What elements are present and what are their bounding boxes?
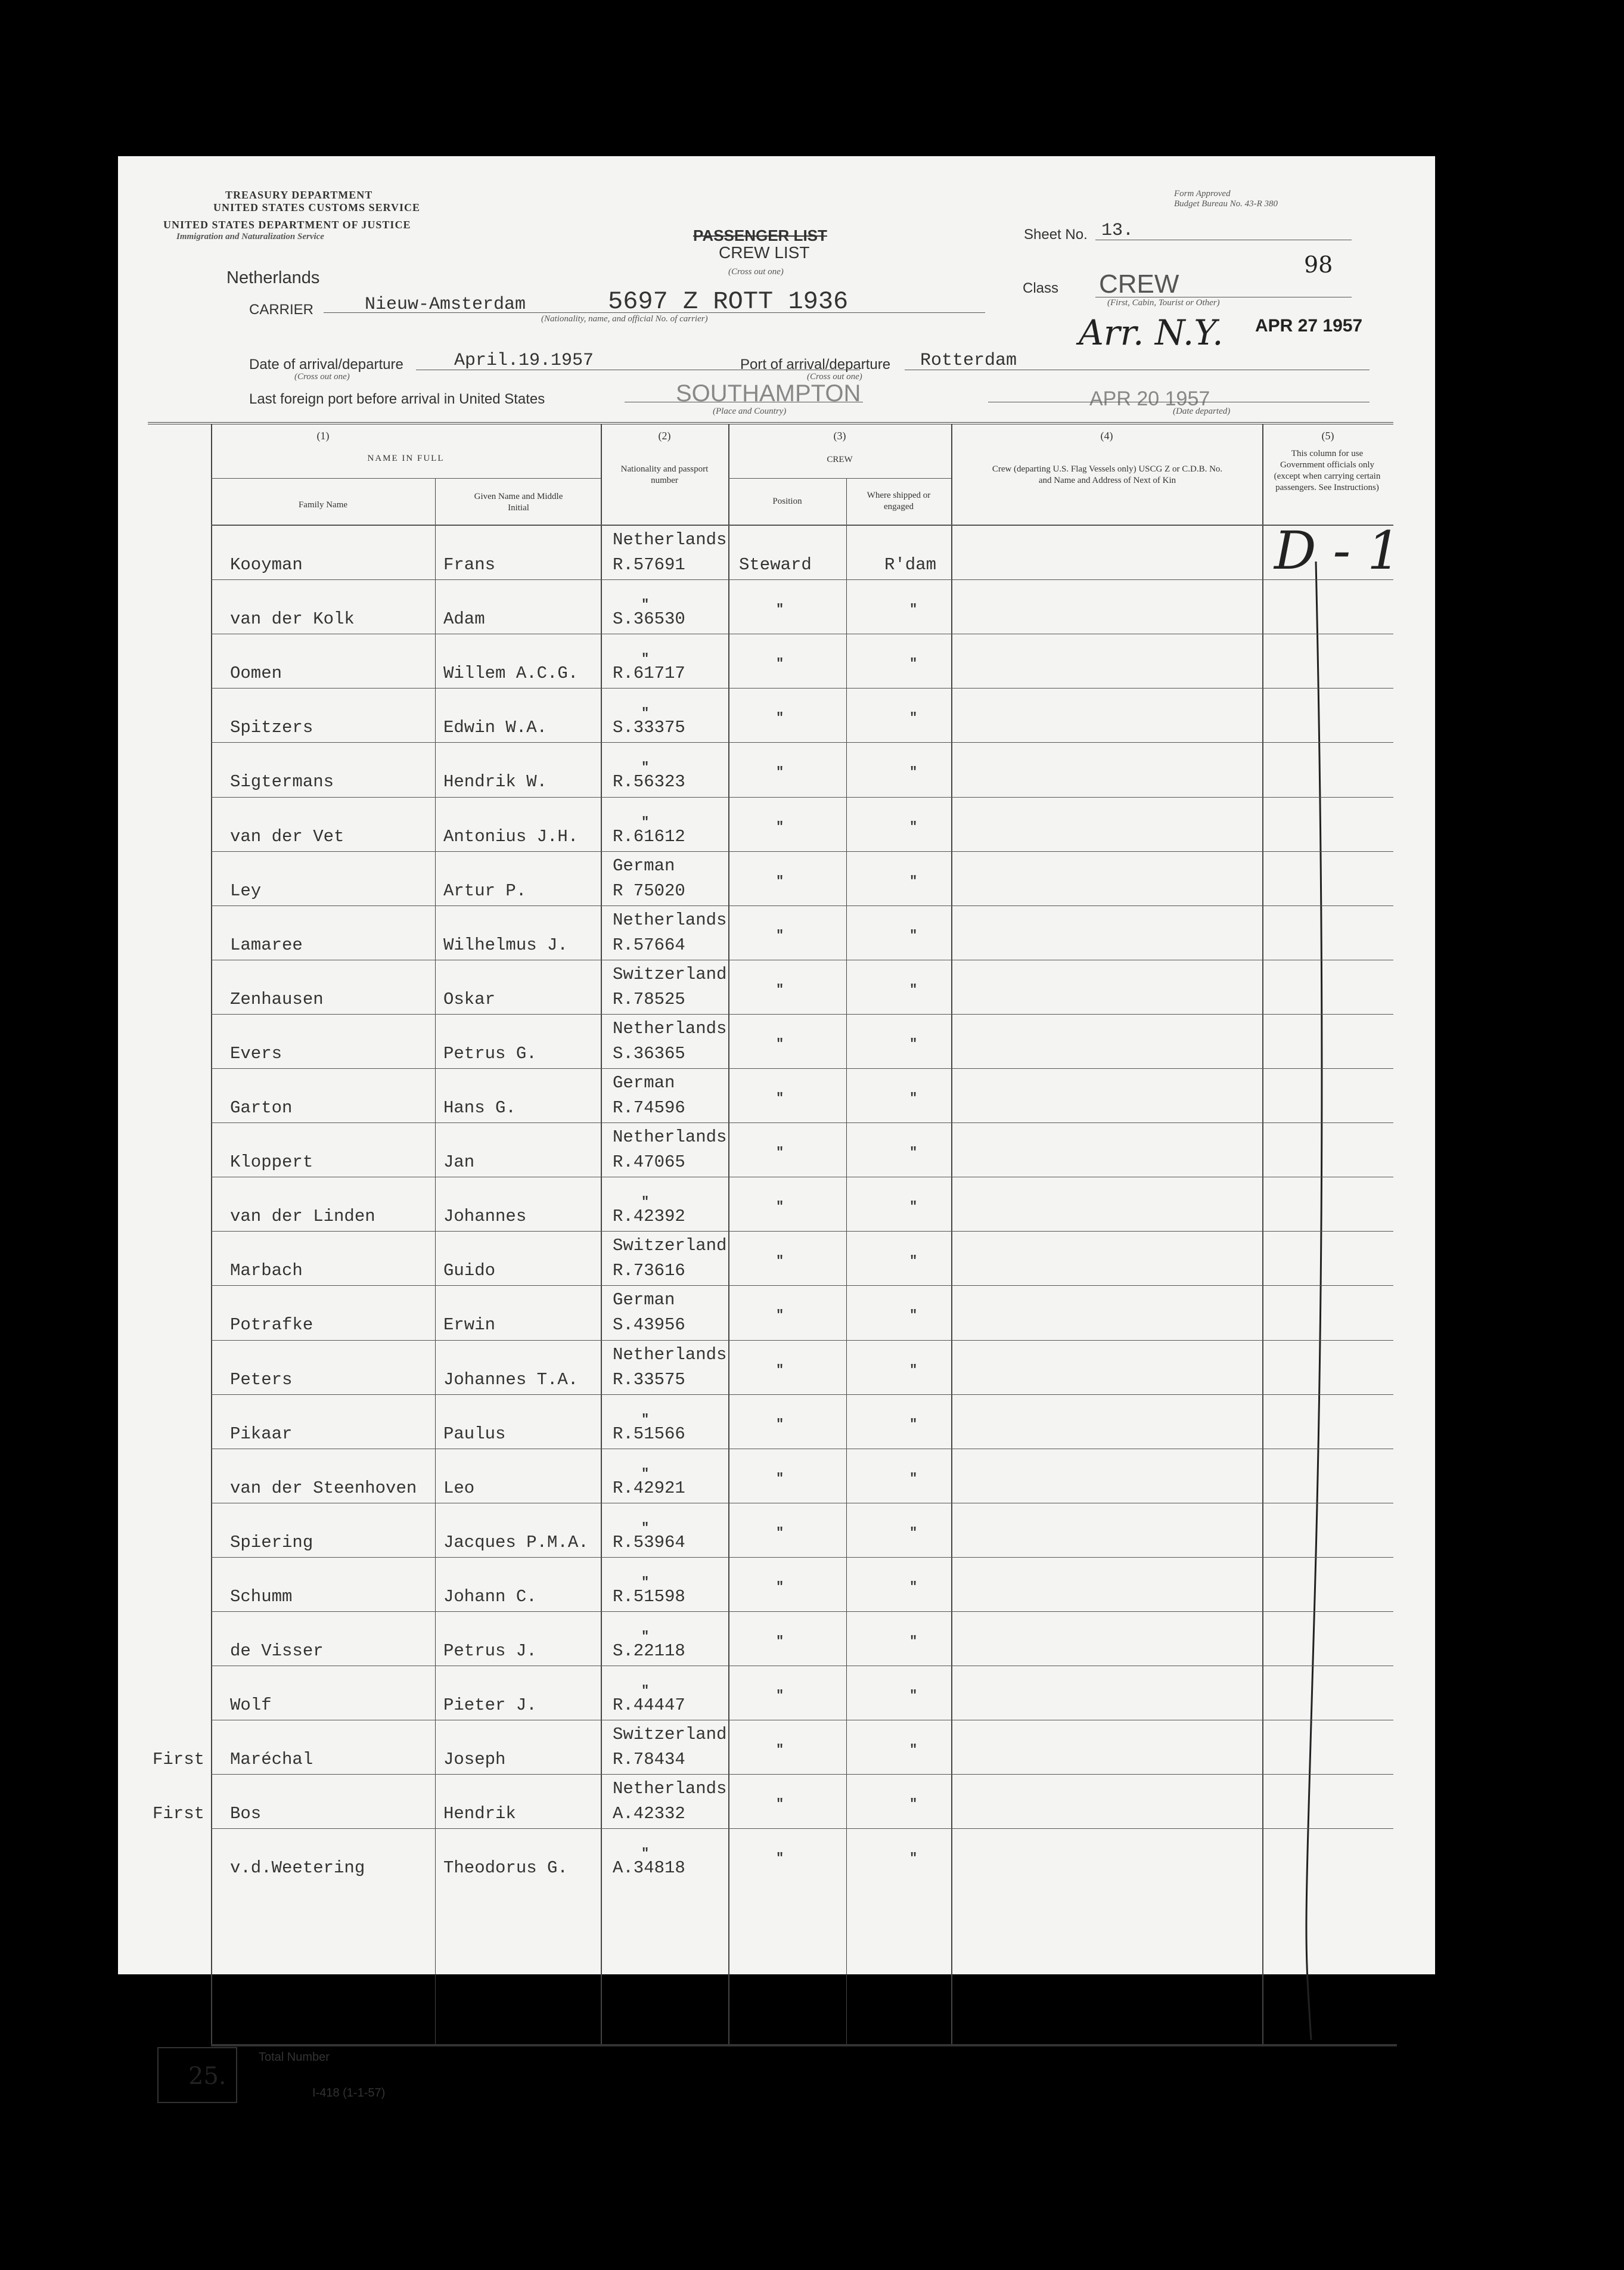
last-port-caption: (Place and Country) [713, 407, 787, 416]
table-row [211, 525, 1262, 579]
carrier-label: CARRIER [249, 302, 314, 318]
col5-number: (5) [1321, 430, 1334, 442]
class-label: Class [1023, 280, 1059, 296]
dept-line: Immigration and Naturalization Service [176, 232, 324, 241]
nationality-ditto: " [641, 814, 650, 830]
given-name: Frans [443, 555, 496, 575]
given-name: Erwin [443, 1315, 496, 1335]
table-row [211, 1720, 1262, 1774]
family-name: Lamaree [230, 935, 303, 955]
nationality-ditto: " [641, 652, 650, 667]
given-name: Theodorus G. [443, 1858, 568, 1878]
nationality: Switzerland [613, 1725, 727, 1745]
nationality-ditto: " [641, 1846, 650, 1862]
position-ditto: " [776, 602, 784, 618]
position-ditto: " [776, 1634, 784, 1649]
family-name: Maréchal [230, 1750, 313, 1770]
position-ditto: " [776, 711, 784, 726]
position-ditto: " [776, 1851, 784, 1866]
nationality-ditto: " [641, 1574, 650, 1590]
given-name: Johannes T.A. [443, 1369, 579, 1390]
position-ditto: " [776, 1036, 784, 1052]
form-number: I-418 (1-1-57) [312, 2086, 386, 2100]
position-ditto: " [776, 1579, 784, 1595]
carrier-value: Nieuw-Amsterdam [365, 294, 526, 315]
nationality-ditto: " [641, 1412, 650, 1427]
passport-number: R.74596 [613, 1098, 685, 1118]
col3-number: (3) [833, 430, 846, 442]
table-row [211, 742, 1262, 796]
family-name: Garton [230, 1098, 293, 1118]
position-ditto: " [776, 1471, 784, 1486]
table-row [211, 1285, 1262, 1339]
where-ditto: " [909, 1471, 918, 1486]
family-name: v.d.Weetering [230, 1858, 365, 1878]
nationality: Netherlands [613, 1018, 727, 1038]
where-ditto: " [909, 765, 918, 780]
last-port-stamp: SOUTHAMPTON [676, 380, 861, 407]
where-ditto: " [909, 602, 918, 618]
family-name: Kloppert [230, 1152, 313, 1173]
dept-line: TREASURY DEPARTMENT [225, 189, 373, 201]
col4-title: Crew (departing U.S. Flag Vessels only) USCG Z or C.D.B. No. and Name and Address of Next of Kin [992, 464, 1223, 485]
nationality-ditto: " [641, 1629, 650, 1644]
family-name: Peters [230, 1369, 293, 1390]
given-name: Jan [443, 1152, 475, 1173]
family-name: van der Linden [230, 1207, 375, 1227]
nationality-ditto: " [641, 597, 650, 613]
family-name: Spitzers [230, 718, 313, 738]
nationality: Netherlands [613, 1344, 727, 1365]
position-ditto: " [776, 1199, 784, 1215]
date-value: April.19.1957 [454, 351, 594, 371]
where-ditto: " [909, 819, 918, 835]
passport-number: R.78525 [613, 989, 685, 1009]
table-row [211, 1503, 1262, 1557]
passport-number: R.57664 [613, 935, 685, 955]
nationality: Switzerland [613, 1236, 727, 1256]
nationality-ditto: " [641, 1466, 650, 1481]
given-name: Petrus J. [443, 1641, 537, 1661]
where-ditto: " [909, 1416, 918, 1432]
given-name: Paulus [443, 1424, 506, 1444]
position-ditto: " [776, 1688, 784, 1704]
nationality-ditto: " [641, 760, 650, 776]
given-name: Antonius J.H. [443, 826, 579, 846]
position-ditto: " [776, 873, 784, 889]
given-name: Pieter J. [443, 1695, 537, 1716]
position-ditto: " [776, 656, 784, 672]
nationality-ditto: " [641, 1195, 650, 1210]
passport-number: R.42392 [613, 1207, 685, 1227]
given-name: Jacques P.M.A. [443, 1532, 589, 1552]
where-ditto: " [909, 1145, 918, 1161]
table-row [211, 579, 1262, 634]
passport-number: R.56323 [613, 772, 685, 792]
passport-number: R.61612 [613, 826, 685, 846]
cross-out-note: (Cross out one) [294, 372, 350, 382]
where-ditto: " [909, 1688, 918, 1704]
dept-line: UNITED STATES CUSTOMS SERVICE [213, 201, 420, 213]
where-ditto: " [909, 1199, 918, 1215]
table-row [211, 1666, 1262, 1720]
position-ditto: " [776, 765, 784, 780]
list-title: CREW LIST [719, 243, 810, 262]
given-name: Petrus G. [443, 1043, 537, 1063]
family-name: de Visser [230, 1641, 324, 1661]
total-value: 25. [188, 2063, 226, 2090]
form-approved: Form Approved [1174, 189, 1231, 199]
given-name: Willem A.C.G. [443, 663, 579, 684]
table-row [211, 1828, 1262, 1883]
table-row [211, 1068, 1262, 1122]
col2-title: Nationality and passport number [620, 464, 709, 485]
passenger-list-struck: PASSENGER LIST [693, 227, 827, 244]
date-label: Date of arrival/departure [249, 356, 403, 373]
rank-prefix: First [153, 1804, 205, 1824]
position-ditto: " [776, 1308, 784, 1323]
col1-title: NAME IN FULL [367, 454, 445, 463]
position-ditto: " [776, 1416, 784, 1432]
where-ditto: " [909, 1851, 918, 1866]
given-name-header: Given Name and Middle Initial [474, 492, 563, 513]
nationality-ditto: " [641, 706, 650, 721]
position-ditto: " [776, 1091, 784, 1106]
nationality: Netherlands [613, 1127, 727, 1148]
family-name: Ley [230, 880, 262, 901]
class-caption: (First, Cabin, Tourist or Other) [1107, 298, 1220, 308]
passport-number: A.42332 [613, 1804, 685, 1824]
dept-line: UNITED STATES DEPARTMENT OF JUSTICE [163, 219, 411, 231]
col4-number: (4) [1100, 430, 1113, 442]
position-ditto: " [776, 819, 784, 835]
given-name: Adam [443, 609, 485, 629]
given-name: Johann C. [443, 1586, 537, 1607]
table-row [211, 634, 1262, 688]
last-port-label: Last foreign port before arrival in United States [249, 391, 545, 407]
passport-number: R 75020 [613, 880, 685, 901]
passport-number: A.34818 [613, 1858, 685, 1878]
family-name: van der Steenhoven [230, 1478, 417, 1498]
rank-prefix: First [153, 1750, 205, 1770]
given-name: Guido [443, 1261, 496, 1281]
where-ditto: " [909, 1254, 918, 1269]
sheet-label: Sheet No. [1024, 227, 1088, 243]
family-name: Oomen [230, 663, 282, 684]
position-ditto: " [776, 982, 784, 997]
where-ditto: " [909, 656, 918, 672]
given-name: Oskar [443, 989, 496, 1009]
family-name: Potrafke [230, 1315, 313, 1335]
family-name: Kooyman [230, 555, 303, 575]
where-ditto: " [909, 1036, 918, 1052]
nationality: Netherlands [613, 1779, 727, 1799]
given-name: Artur P. [443, 880, 527, 901]
table-top-border [148, 422, 1393, 424]
passport-number: S.33375 [613, 718, 685, 738]
where-ditto: " [909, 1091, 918, 1106]
arrival-handwritten: Arr. N.Y. [1079, 312, 1224, 353]
table-row [211, 1611, 1262, 1666]
position-ditto: " [776, 928, 784, 943]
carrier-caption: (Nationality, name, and official No. of carrier) [541, 314, 708, 324]
passport-number: R.44447 [613, 1695, 685, 1716]
passport-number: S.36365 [613, 1043, 685, 1063]
col5-title: This column for use Government officials only (except when carrying certain passengers. See Instructions) [1274, 449, 1381, 492]
where-ditto: " [909, 1308, 918, 1323]
family-name: Zenhausen [230, 989, 324, 1009]
given-name: Joseph [443, 1750, 506, 1770]
table-row [211, 688, 1262, 742]
header-subrule [211, 478, 601, 479]
where-ditto: " [909, 928, 918, 943]
passport-number: R.51566 [613, 1424, 685, 1444]
position-ditto: " [776, 1145, 784, 1161]
family-name: Evers [230, 1043, 282, 1063]
table-bottom-rule [211, 2044, 1397, 2046]
passport-number: R.73616 [613, 1261, 685, 1281]
family-name: Marbach [230, 1261, 303, 1281]
given-name: Johannes [443, 1207, 527, 1227]
family-name: Pikaar [230, 1424, 293, 1444]
position-ditto: " [776, 1362, 784, 1378]
table-row [211, 1014, 1262, 1068]
where-shipped: R'dam [884, 555, 937, 575]
table-row [211, 960, 1262, 1014]
position-ditto: " [776, 1254, 784, 1269]
family-name: van der Kolk [230, 609, 355, 629]
where-ditto: " [909, 873, 918, 889]
form-approved: Budget Bureau No. 43-R 380 [1174, 199, 1278, 209]
table-row [211, 905, 1262, 960]
given-name: Hans G. [443, 1098, 516, 1118]
passport-number: R.42921 [613, 1478, 685, 1498]
cross-out-note: (Cross out one) [728, 267, 784, 277]
table-row [211, 1231, 1262, 1285]
sheet-value: 13. [1101, 221, 1134, 241]
crew-list-form [118, 156, 1435, 2100]
given-name: Leo [443, 1478, 475, 1498]
port-label: Port of arrival/departure [740, 356, 891, 373]
family-name: Wolf [230, 1695, 272, 1716]
where-ditto: " [909, 1742, 918, 1758]
cross-out-note: (Cross out one) [807, 372, 862, 382]
official-number: 5697 Z ROTT 1936 [608, 287, 849, 316]
where-ditto: " [909, 1525, 918, 1540]
position-header: Position [772, 497, 802, 506]
table-row [211, 1340, 1262, 1394]
family-name-header: Family Name [298, 500, 348, 510]
passport-number: R.47065 [613, 1152, 685, 1173]
where-header: Where shipped or engaged [867, 491, 931, 511]
nationality: Netherlands [613, 530, 727, 550]
position-ditto: " [776, 1797, 784, 1812]
passport-number: R.57691 [613, 555, 685, 575]
nationality-ditto: " [641, 1520, 650, 1536]
given-name: Hendrik W. [443, 772, 548, 792]
table-row [211, 1394, 1262, 1449]
arrival-stamp: APR 27 1957 [1255, 316, 1363, 336]
given-name: Edwin W.A. [443, 718, 548, 738]
family-name: Schumm [230, 1586, 293, 1607]
family-name: Sigtermans [230, 772, 334, 792]
table-row [211, 851, 1262, 905]
passport-number: R.53964 [613, 1532, 685, 1552]
rule [324, 312, 985, 313]
where-ditto: " [909, 1634, 918, 1649]
depart-stamp: APR 20 1957 [1089, 387, 1210, 410]
nationality: German [613, 1073, 675, 1093]
nationality-ditto: " [641, 1683, 650, 1699]
given-name: Wilhelmus J. [443, 935, 568, 955]
table-row [211, 797, 1262, 851]
d1-annotation: D - 1 [1274, 520, 1401, 581]
position-ditto: " [776, 1742, 784, 1758]
family-name: Bos [230, 1804, 262, 1824]
where-ditto: " [909, 1579, 918, 1595]
passport-number: S.36530 [613, 609, 685, 629]
table-row [211, 1557, 1262, 1611]
passport-number: S.22118 [613, 1641, 685, 1661]
position: Steward [739, 555, 812, 575]
nationality: German [613, 855, 675, 876]
position-ditto: " [776, 1525, 784, 1540]
class-value: CREW [1099, 269, 1179, 299]
passport-number: R.61717 [613, 663, 685, 684]
table-row [211, 1774, 1262, 1828]
passport-number: R.78434 [613, 1750, 685, 1770]
nationality: Netherlands [613, 910, 727, 930]
port-value: Rotterdam [920, 351, 1017, 371]
nationality: Switzerland [613, 964, 727, 984]
nationality-value: Netherlands [226, 268, 320, 287]
passport-number: R.51598 [613, 1586, 685, 1607]
header-subrule [728, 478, 951, 479]
col3-title: CREW [827, 455, 853, 464]
where-ditto: " [909, 982, 918, 997]
depart-caption: (Date departed) [1173, 407, 1231, 416]
total-label: Total Number [259, 2051, 330, 2064]
table-row [211, 1122, 1262, 1177]
where-ditto: " [909, 1362, 918, 1378]
passport-number: S.43956 [613, 1315, 685, 1335]
given-name: Hendrik [443, 1804, 516, 1824]
page-number: 98 [1304, 252, 1333, 278]
nationality: German [613, 1290, 675, 1310]
where-ditto: " [909, 1797, 918, 1812]
family-name: Spiering [230, 1532, 313, 1552]
family-name: van der Vet [230, 826, 344, 846]
where-ditto: " [909, 711, 918, 726]
passport-number: R.33575 [613, 1369, 685, 1390]
col2-number: (2) [658, 430, 671, 442]
col1-number: (1) [316, 430, 330, 442]
